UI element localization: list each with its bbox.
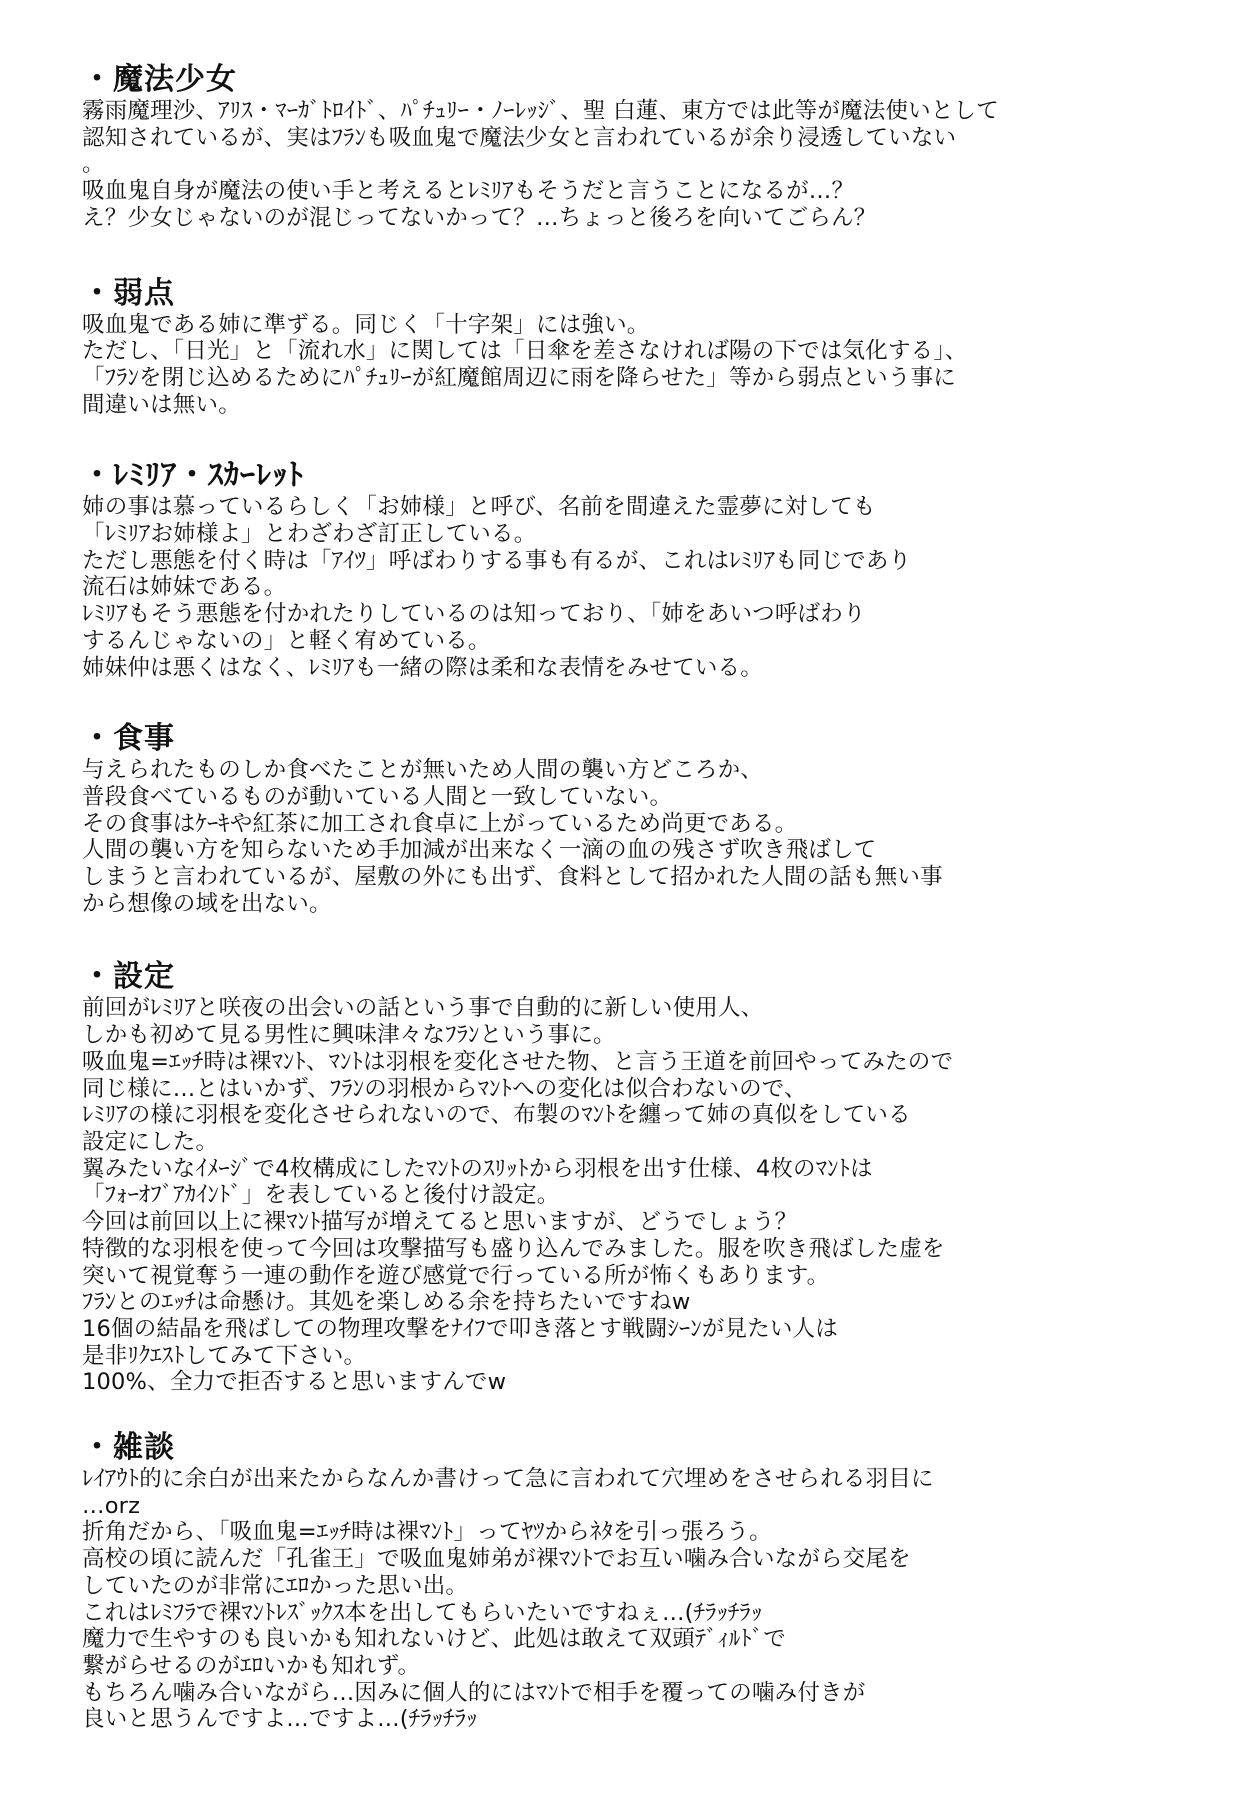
section-settings	[82, 959, 1192, 1396]
section-heading: ・設定	[82, 959, 175, 995]
text-line: 前回がﾚﾐﾘｱと咲夜の出会いの話という事で自動的に新しい使用人、	[82, 995, 764, 1022]
text-line: 良いと思うんですよ…ですよ…(ﾁﾗｯﾁﾗｯ	[82, 1706, 478, 1733]
section-body	[82, 312, 1192, 419]
text-line: 魔力で生やすのも良いかも知れないけど、此処は敢えて双頭ﾃﾞｨﾙﾄﾞで	[82, 1626, 786, 1653]
text-line: ﾚﾐﾘｱの様に羽根を変化させられないので、布製のﾏﾝﾄを纏って姉の真似をしている	[82, 1102, 911, 1129]
text-line: 吸血鬼である姉に準ずる。同じく「十字架」には強い。	[82, 311, 650, 338]
section-chat	[82, 1430, 1192, 1733]
section-heading: ・食事	[82, 721, 175, 757]
text-line: 吸血鬼自身が魔法の使い手と考えるとﾚﾐﾘｱもそうだと言うことになるが…？	[82, 178, 855, 205]
section-heading: ・魔法少女	[82, 62, 237, 97]
text-line: から想像の域を出ない。	[82, 890, 332, 917]
text-line: 翼みたいなｲﾒｰｼﾞで4枚構成にしたﾏﾝﾄのｽﾘｯﾄから羽根を出す仕様、4枚のﾏﾝﾄは	[82, 1155, 873, 1182]
text-line: 突いて視覚奪う一連の動作を遊び感覚で行っている所が怖くもあります。	[82, 1262, 830, 1289]
text-line: 姉妹仲は悪くはなく、ﾚﾐﾘｱも一緒の際は柔和な表情をみせている。	[82, 654, 763, 681]
text-line: ﾚﾐﾘｱもそう悪態を付かれたりしているのは知っており、「姉をあいつ呼ばわり	[82, 601, 866, 628]
text-line: 「ﾚﾐﾘｱお姉様よ」とわざわざ訂正している。	[82, 521, 537, 548]
section-heading: ・弱点	[82, 275, 175, 311]
text-line: え？少女じゃないのが混じってないかって？…ちょっと後ろを向いてごらん？	[82, 204, 877, 231]
text-line: 16個の結晶を飛ばしての物理攻撃をﾅｲﾌで叩き落とす戦闘ｼｰﾝが見たい人は	[82, 1315, 839, 1342]
section-heading: ・ﾚﾐﾘｱ・ｽｶｰﾚｯﾄ	[82, 458, 304, 494]
text-line: 100%、全力で拒否すると思いますんでw	[82, 1369, 507, 1396]
text-line: 間違いは無い。	[82, 391, 241, 418]
text-line: 。	[82, 151, 105, 178]
section-body	[82, 757, 1192, 917]
section-body	[82, 98, 1192, 232]
text-line: 是非ﾘｸｴｽﾄしてみて下さい。	[82, 1342, 367, 1369]
section-magic-girl	[82, 62, 1192, 232]
text-line: もちろん噛み合いながら…因みに個人的にはﾏﾝﾄで相手を覆っての噛み付きが	[82, 1679, 866, 1706]
text-line: ただし悪態を付く時は「ｱｲﾂ」呼ばわりする事も有るが、これはﾚﾐﾘｱも同じであり	[82, 547, 912, 574]
text-line: 設定にした。	[82, 1128, 219, 1155]
text-line: 「ﾌｫｰｵﾌﾞｱｶｲﾝﾄﾞ」を表していると後付け設定。	[82, 1182, 560, 1209]
text-line: ﾌﾗﾝとのｴｯﾁは命懸け。其処を楽しめる余を持ちたいですねw	[82, 1289, 691, 1316]
section-weakness	[82, 276, 1192, 419]
section-remilia-scarlet	[82, 458, 1192, 681]
text-line: 高校の頃に読んだ「孔雀王」で吸血鬼姉弟が裸ﾏﾝﾄでお互い噛み合いながら交尾を	[82, 1546, 911, 1573]
text-line: 折角だから、「吸血鬼=ｴｯﾁ時は裸ﾏﾝﾄ」ってﾔﾂからﾈﾀを引っ張ろう。	[82, 1519, 772, 1546]
text-line: ﾚｲｱｳﾄ的に余白が出来たからなんか書けって急に言われて穴埋めをさせられる羽目に	[82, 1466, 934, 1493]
text-line: 吸血鬼=ｴｯﾁ時は裸ﾏﾝﾄ、ﾏﾝﾄは羽根を変化させた物、と言う王道を前回やってみたので	[82, 1048, 954, 1075]
sections-container	[82, 62, 1192, 1733]
text-line: していたのが非常にｴﾛかった思い出。	[82, 1572, 469, 1599]
section-body	[82, 995, 1192, 1396]
text-line: …orz	[82, 1492, 141, 1519]
text-line: 特徴的な羽根を使って今回は攻撃描写も盛り込んでみました。服を吹き飛ばした虚を	[82, 1235, 945, 1262]
text-line: ただし、「日光」と「流れ水」に関しては「日傘を差さなければ陽の下では気化する」、	[82, 338, 968, 365]
text-line: 認知されているが、実はﾌﾗﾝも吸血鬼で魔法少女と言われているが余り浸透していない	[82, 124, 957, 151]
text-line: するんじゃないの」と軽く宥めている。	[82, 627, 491, 654]
text-line: 姉の事は慕っているらしく「お姉様」と呼び、名前を間違えた霊夢に対しても	[82, 494, 876, 521]
section-body	[82, 494, 1192, 681]
text-line: 普段食べているものが動いている人間と一致していない。	[82, 783, 673, 810]
section-body	[82, 1466, 1192, 1733]
text-line: その食事はｹｰｷや紅茶に加工され食卓に上がっているため尚更である。	[82, 810, 798, 837]
section-meals	[82, 721, 1192, 917]
text-line: 霧雨魔理沙、ｱﾘｽ・ﾏｰｶﾞﾄﾛｲﾄﾞ、ﾊﾟﾁｭﾘｰ・ﾉｰﾚｯｼﾞ、聖 白蓮、東方では此等が魔法使いとして	[82, 98, 999, 124]
section-heading: ・雑談	[82, 1430, 175, 1466]
text-line: 流石は姉妹である。	[82, 574, 287, 601]
text-line: 繋がらせるのがｴﾛいかも知れず。	[82, 1652, 421, 1679]
text-line: 同じ様に…とはいかず、ﾌﾗﾝの羽根からﾏﾝﾄへの変化は似合わないので、	[82, 1075, 807, 1102]
text-line: これはﾚﾐﾌﾗで裸ﾏﾝﾄﾚｽﾞｯｸｽ本を出してもらいたいですねぇ…(ﾁﾗｯﾁﾗｯ	[82, 1599, 763, 1626]
text-line: 「ﾌﾗﾝを閉じ込めるためにﾊﾟﾁｭﾘｰが紅魔館周辺に雨を降らせた」等から弱点という事に	[82, 364, 956, 391]
text-line: 与えられたものしか食べたことが無いため人間の襲い方どころか、	[82, 757, 764, 784]
text-line: 今回は前回以上に裸ﾏﾝﾄ描写が増えてると思いますが、どうでしょう？	[82, 1209, 798, 1236]
text-line: 人間の襲い方を知らないため手加減が出来なく一滴の血の残さず吹き飛ばして	[82, 837, 877, 864]
text-line: しかも初めて見る男性に興味津々なﾌﾗﾝという事に。	[82, 1022, 616, 1049]
document-page	[82, 62, 1192, 1773]
text-line: しまうと言われているが、屋敷の外にも出ず、食料として招かれた人間の話も無い事	[82, 864, 943, 891]
